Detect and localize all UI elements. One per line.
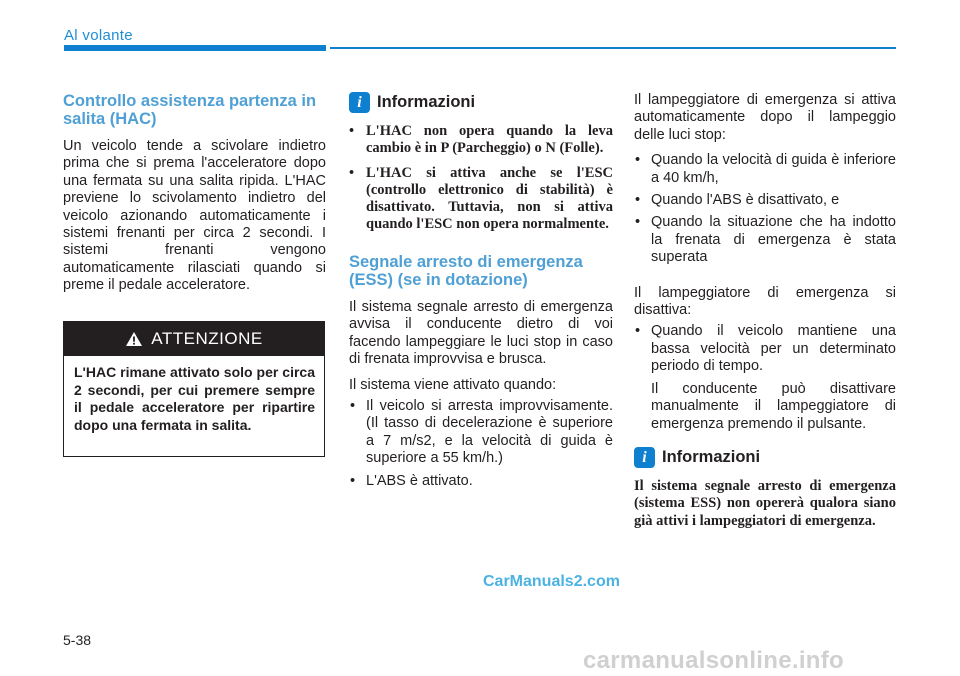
- hazard-activation-list: [634, 152, 896, 266]
- info-header-hac: [349, 92, 613, 113]
- warning-triangle-icon: [125, 331, 143, 347]
- warning-header: [64, 322, 324, 356]
- hazard-intro: Il lampeggiatore di emergenza si attiva automaticamente dopo il lampeggio delle luci stop:: [634, 92, 896, 143]
- info-title: Informazioni: [662, 447, 761, 466]
- list-item: • Quando il veicolo mantiene una bassa velocità per un determinato periodo di tempo.: [634, 323, 896, 375]
- warning-title: ATTENZIONE: [151, 329, 263, 348]
- column-middle: [349, 92, 613, 498]
- column-left: [63, 92, 326, 303]
- ess-activation-intro: Il sistema viene attivato quando:: [349, 376, 557, 393]
- ess-paragraph: Il sistema segnale arresto di emergenza avvisa il conducente dietro di voi facendo lampeggiare le luci stop in caso di frenata improvvisa e brusca.: [349, 299, 613, 368]
- column-right: [634, 92, 896, 530]
- hac-paragraph: Un veicolo tende a scivolare indietro prima che si prema l'acceleratore dopo una fermata su una salita ripida. L'HAC previene lo scivolamento indietro del veicolo azionando automaticamente i sistemi frenanti per circa 2 secondi. I sistemi frenanti vengono automaticamente rilasciati quando si preme il pedale acceleratore.: [63, 138, 326, 294]
- warning-box: [63, 321, 325, 457]
- list-item: • Quando l'ABS è disattivato, e: [634, 192, 896, 209]
- manual-deactivation-text: Il conducente può disattivare manualmente il lampeggiatore di emergenza premendo il pulsante.: [651, 380, 896, 432]
- page-number: 5-38: [63, 632, 92, 648]
- header-bar: [64, 45, 326, 51]
- list-item: • L'ABS è attivato.: [349, 473, 613, 490]
- warning-text: L'HAC rimane attivato solo per circa 2 secondi, per cui premere sempre il pedale acceleratore per ripartire dopo una fermata in salita.: [74, 364, 315, 433]
- info-icon: i: [634, 447, 655, 468]
- hazard-deactivation-list: [634, 323, 896, 375]
- info-item: • L'HAC si attiva anche se l'ESC (controllo elettronico di stabilità) è disattivato. Tuttavia, non si attiva quando l'ESC non opera normalmente.: [349, 165, 613, 233]
- section-title: Al volante: [64, 27, 133, 44]
- info-text-ess: Il sistema segnale arresto di emergenza (sistema ESS) non opererà qualora siano già attivi i lampeggiatori di emergenza.: [634, 477, 896, 529]
- info-icon: i: [349, 92, 370, 113]
- watermark: CarManuals2.com: [483, 573, 620, 590]
- hazard-deactivation-intro: Il lampeggiatore di emergenza si disattiva:: [634, 284, 896, 319]
- list-item: • Quando la velocità di guida è inferiore a 40 km/h,: [634, 152, 896, 187]
- info-list-hac: [349, 123, 613, 233]
- header-rule: [330, 47, 896, 49]
- info-header-ess: [634, 447, 896, 468]
- ess-heading: Segnale arresto di emergenza (ESS) (se in dotazione): [349, 253, 583, 289]
- info-item: • L'HAC non opera quando la leva cambio è in P (Parcheggio) o N (Folle).: [349, 123, 613, 157]
- hac-heading: Controllo assistenza partenza in salita (HAC): [63, 92, 317, 128]
- info-title: Informazioni: [377, 92, 476, 111]
- list-item: • Quando la situazione che ha indotto la frenata di emergenza è stata superata: [634, 214, 896, 266]
- footer-watermark: carmanualsonline.info: [583, 647, 845, 674]
- list-item: • Il veicolo si arresta improvvisamente. (Il tasso di decelerazione è superiore a 7 m/s2, e la velocità di guida è superiore a 55 km/h.): [349, 398, 613, 468]
- ess-activation-list: [349, 398, 613, 490]
